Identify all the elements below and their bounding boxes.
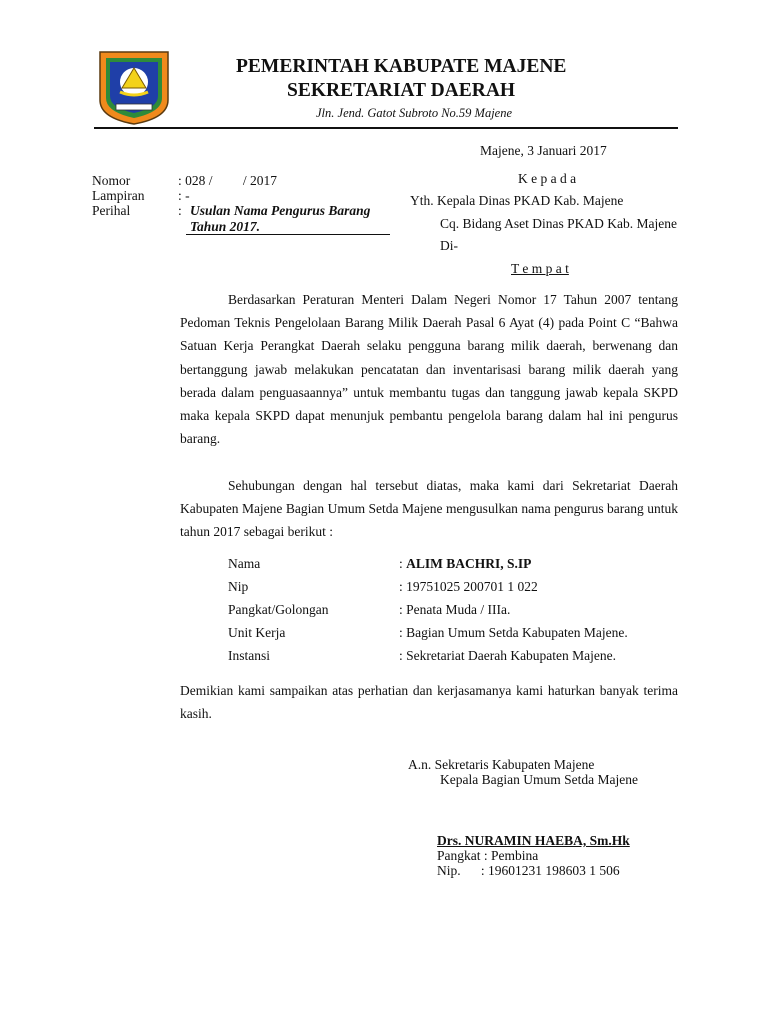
detail-value-pangkat: : Penata Muda / IIIa. xyxy=(399,602,511,617)
perihal-subject-line1: Usulan Nama Pengurus Barang xyxy=(190,203,371,218)
body-paragraph-2 xyxy=(180,474,678,544)
signature-pangkat: Pangkat : Pembina xyxy=(437,848,539,863)
signature-an-line: A.n. Sekretaris Kabupaten Majene xyxy=(408,757,595,772)
detail-label-nip: Nip xyxy=(228,579,249,594)
letterhead-divider xyxy=(94,127,678,129)
body-paragraph-1 xyxy=(180,288,678,450)
letterhead-title: PEMERINTAH KABUPATE MAJENE xyxy=(236,56,567,77)
detail-value-nama: : ALIM BACHRI, S.IP xyxy=(399,556,532,571)
detail-label-nama: Nama xyxy=(228,556,261,571)
detail-value-nama-bold: ALIM BACHRI, S.IP xyxy=(406,556,532,571)
detail-value-instansi: : Sekretariat Daerah Kabupaten Majene. xyxy=(399,648,617,663)
perihal-colon: : xyxy=(178,203,186,218)
recipient-tempat: T e m p a t xyxy=(511,261,569,276)
detail-value-nip: : 19751025 200701 1 022 xyxy=(399,579,538,594)
lampiran-label: Lampiran xyxy=(92,188,145,203)
body-paragraph-2-text: Sehubungan dengan hal tersebut diatas, maka kami dari Sekretariat Daerah Kabupaten Majene Bagian Umum Setda Majene mengusulkan nama pengurus barang untuk tahun 2017 sebagai berikut : xyxy=(180,478,678,540)
regency-crest-icon xyxy=(96,48,172,126)
body-paragraph-1-text: Berdasarkan Peraturan Menteri Dalam Negeri Nomor 17 Tahun 2007 tentang Pedoman Teknis Pengelolaan Barang Milik Daerah Pasal 6 Ayat (4) pada Point C “Bahwa Satuan Kerja Perangkat Daerah selaku pengguna barang milik daerah, berwenang dan bertanggung jawab melakukan pencatatan dan inventarisasi barang milik daerah yang berada dalam penguasaannya” untuk membantu tugas dan tanggung jawab kepala SKPD maka kepala SKPD dapat menunjuk pembantu pengelola barang dalam hal ini pengurus barang. xyxy=(180,292,678,447)
signature-position: Kepala Bagian Umum Setda Majene xyxy=(440,772,638,787)
letterhead-subtitle: SEKRETARIAT DAERAH xyxy=(287,80,516,101)
perihal-underline xyxy=(186,234,390,235)
detail-value-unit-kerja: : Bagian Umum Setda Kabupaten Majene. xyxy=(399,625,628,640)
kepada-heading: K e p a d a xyxy=(518,171,577,186)
signature-nip: Nip. : 19601231 198603 1 506 xyxy=(437,863,620,878)
detail-label-pangkat: Pangkat/Golongan xyxy=(228,602,329,617)
detail-label-instansi: Instansi xyxy=(228,648,270,663)
recipient-di: Di- xyxy=(440,238,458,253)
signature-name: Drs. NURAMIN HAEBA, Sm.Hk xyxy=(437,833,630,848)
date-line: Majene, 3 Januari 2017 xyxy=(480,143,607,158)
letterhead-address: Jln. Jend. Gatot Subroto No.59 Majene xyxy=(316,106,513,120)
nomor-value: : 028 / / 2017 xyxy=(178,173,278,188)
recipient-yth: Yth. Kepala Dinas PKAD Kab. Majene xyxy=(410,193,624,208)
perihal-subject-line2: Tahun 2017. xyxy=(190,219,261,234)
closing-paragraph: Demikian kami sampaikan atas perhatian dan kerjasamanya kami haturkan banyak terima kasih. xyxy=(180,683,678,722)
nomor-label: Nomor xyxy=(92,173,131,188)
recipient-cq: Cq. Bidang Aset Dinas PKAD Kab. Majene xyxy=(440,216,677,231)
detail-label-unit-kerja: Unit Kerja xyxy=(228,625,286,640)
lampiran-value: : - xyxy=(178,188,190,203)
perihal-label: Perihal xyxy=(92,203,131,218)
